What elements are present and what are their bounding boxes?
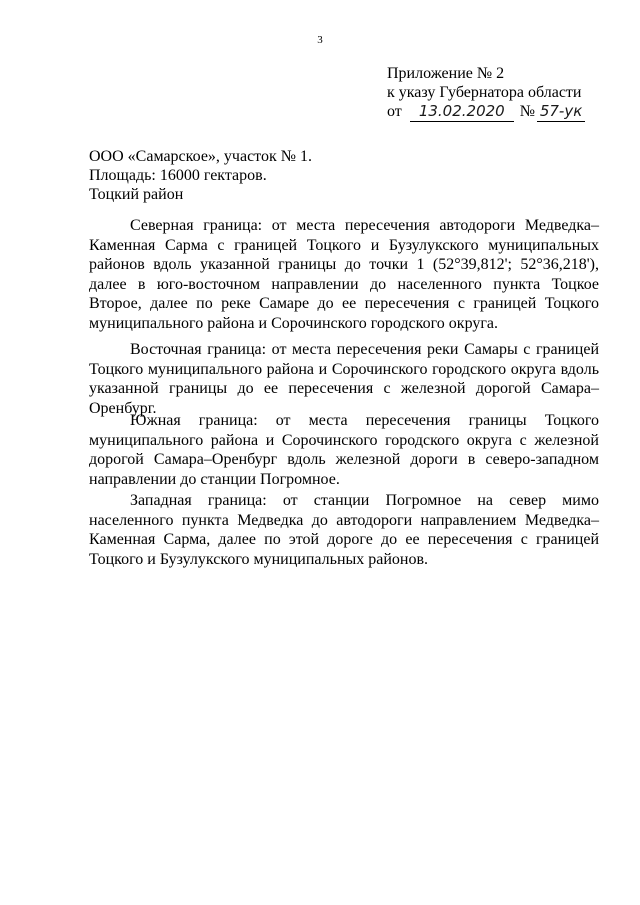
paragraph-text: Западная граница: от станции Погромное на север мимо населенного пункта Медведка до автодороги направлением Медведка–Каменная Сарма, далее по этой дороге до ее пересечения с границей Тоцкого и Бузулукского муниципальных районов. xyxy=(89,492,599,568)
west-border-paragraph xyxy=(89,491,599,569)
east-border-paragraph xyxy=(89,340,599,418)
paragraph-text: Южная граница: от места пересечения границы Тоцкого муниципального района и Сорочинского городского округа с железной дорогой Самара–Оренбург вдоль железной дороги в северо-западном направлении до станции Погромное. xyxy=(89,412,599,488)
paragraph-text: Северная граница: от места пересечения автодороги Медведка–Каменная Сарма с границей Тоцкого и Бузулукского муниципальных районов вдоль указанной границы до точки 1 (52°39,812'; 52°36,218'), далее в юго-восточном направлении до населенного пункта Тоцкое Второе, далее по реке Самаре до ее пересечения с границей Тоцкого муниципального района и Сорочинского городского округа. xyxy=(89,217,599,332)
paragraph-text: Восточная граница: от места пересечения реки Самары с границей Тоцкого муниципального района и Сорочинского городского округа вдоль указанной границы до ее пересечения с железной дорогой Самара–Оренбург. xyxy=(89,341,599,417)
appendix-block xyxy=(387,64,585,122)
number-prefix: № xyxy=(519,103,536,120)
appendix-date-line xyxy=(387,102,585,122)
south-border-paragraph xyxy=(89,411,599,489)
organization-line: ООО «Самарское», участок № 1. xyxy=(89,148,312,165)
date-prefix: от xyxy=(387,103,402,120)
handwritten-date: 13.02.2020 xyxy=(410,102,514,122)
plot-header xyxy=(89,147,312,204)
page-number: 3 xyxy=(317,34,323,46)
north-border-paragraph xyxy=(89,216,599,333)
district-line: Тоцкий район xyxy=(89,186,184,203)
handwritten-number: 57-ук xyxy=(537,102,585,122)
appendix-decree-reference: к указу Губернатора области xyxy=(387,84,582,101)
area-line: Площадь: 16000 гектаров. xyxy=(89,167,267,184)
appendix-title: Приложение № 2 xyxy=(387,65,505,82)
